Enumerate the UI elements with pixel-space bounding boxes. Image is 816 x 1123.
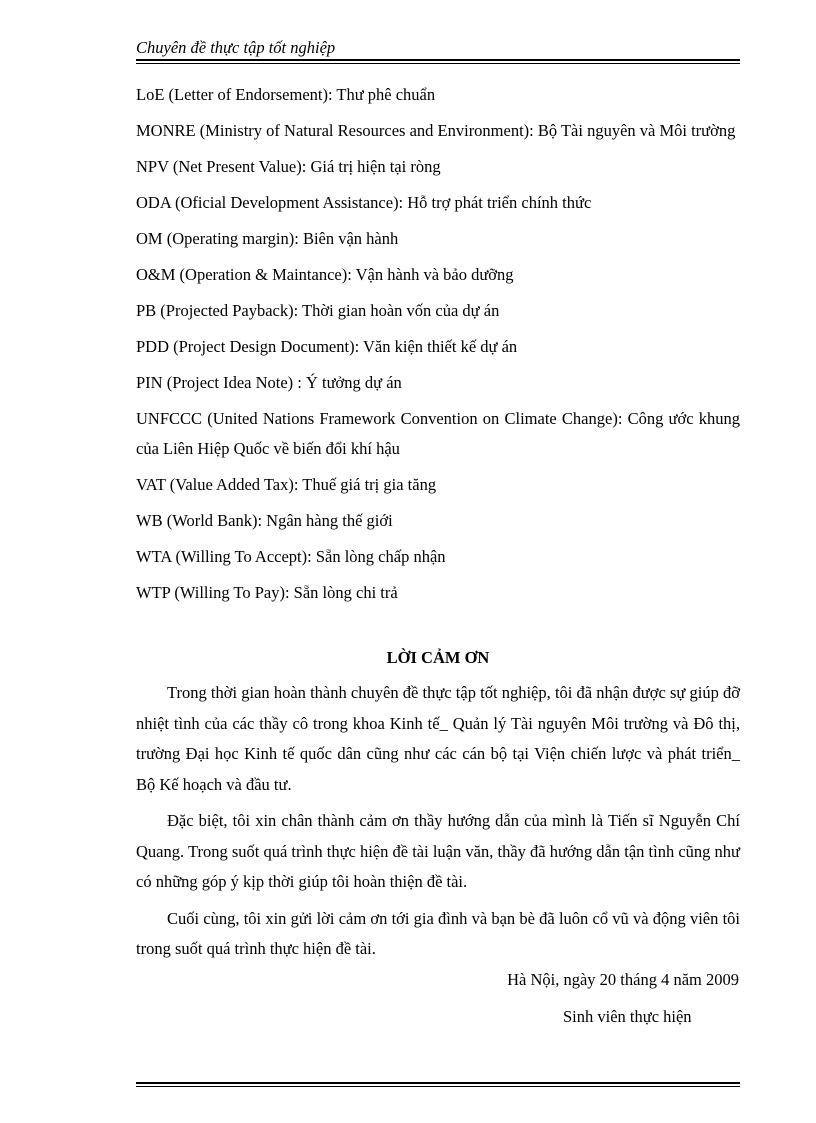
abbreviation-list — [136, 80, 740, 614]
page-header-title: Chuyên đề thực tập tốt nghiệp — [136, 38, 336, 57]
abbreviation-item: NPV (Net Present Value): Giá trị hiện tại ròng — [136, 157, 441, 176]
abbreviation-item: LoE (Letter of Endorsement): Thư phê chuẩn — [136, 85, 436, 104]
acknowledgement-body — [136, 678, 740, 971]
acknowledgement-paragraph: Cuối cùng, tôi xin gửi lời cảm ơn tới gia đình và bạn bè đã luôn cổ vũ và động viên tôi trong suốt quá trình thực hiện đề tài. — [136, 908, 740, 958]
signer-title: Sinh viên thực hiện — [563, 1007, 692, 1026]
acknowledgement-paragraph: Đặc biệt, tôi xin chân thành cảm ơn thầy hướng dẫn của mình là Tiến sĩ Nguyễn Chí Quang. Trong suốt quá trình thực hiện đề tài luận văn, thầy đã hướng dẫn tận tình cũng như có những góp ý kịp thời giúp tôi hoàn thiện đề tài. — [136, 811, 740, 891]
abbreviation-item: WTA (Willing To Accept): Sẵn lòng chấp nhận — [136, 547, 446, 566]
acknowledgement-paragraph: Trong thời gian hoàn thành chuyên đề thực tập tốt nghiệp, tôi đã nhận được sự giúp đỡ nhiệt tình của các thầy cô trong khoa Kinh tế_ Quản lý Tài nguyên Môi trường và Đô thị, trường Đại học Kinh tế quốc dân cũng như các cán bộ tại Viện chiến lược và phát triển_ Bộ Kế hoạch và đầu tư. — [136, 683, 740, 794]
abbreviation-item: UNFCCC (United Nations Framework Convention on Climate Change): Công ước khung của Liên Hiệp Quốc về biến đổi khí hậu — [136, 409, 740, 458]
footer-rule — [136, 1082, 740, 1087]
abbreviation-item: ODA (Oficial Development Assistance): Hỗ trợ phát triển chính thức — [136, 193, 592, 212]
place-date: Hà Nội, ngày 20 tháng 4 năm 2009 — [507, 970, 739, 989]
abbreviation-item: VAT (Value Added Tax): Thuế giá trị gia tăng — [136, 475, 437, 494]
abbreviation-item: PIN (Project Idea Note) : Ý tưởng dự án — [136, 373, 402, 392]
header-rule — [136, 59, 740, 64]
abbreviation-item: MONRE (Ministry of Natural Resources and Environment): Bộ Tài nguyên và Môi trường — [136, 121, 736, 140]
abbreviation-item: WTP (Willing To Pay): Sẵn lòng chi trả — [136, 583, 398, 602]
abbreviation-item: O&M (Operation & Maintance): Vận hành và bảo dưỡng — [136, 265, 514, 284]
abbreviation-item: WB (World Bank): Ngân hàng thế giới — [136, 511, 393, 530]
acknowledgement-heading: LỜI CẢM ƠN — [386, 648, 490, 667]
abbreviation-item: PDD (Project Design Document): Văn kiện thiết kế dự án — [136, 337, 518, 356]
abbreviation-item: OM (Operating margin): Biên vận hành — [136, 229, 399, 248]
abbreviation-item: PB (Projected Payback): Thời gian hoàn vốn của dự án — [136, 301, 500, 320]
